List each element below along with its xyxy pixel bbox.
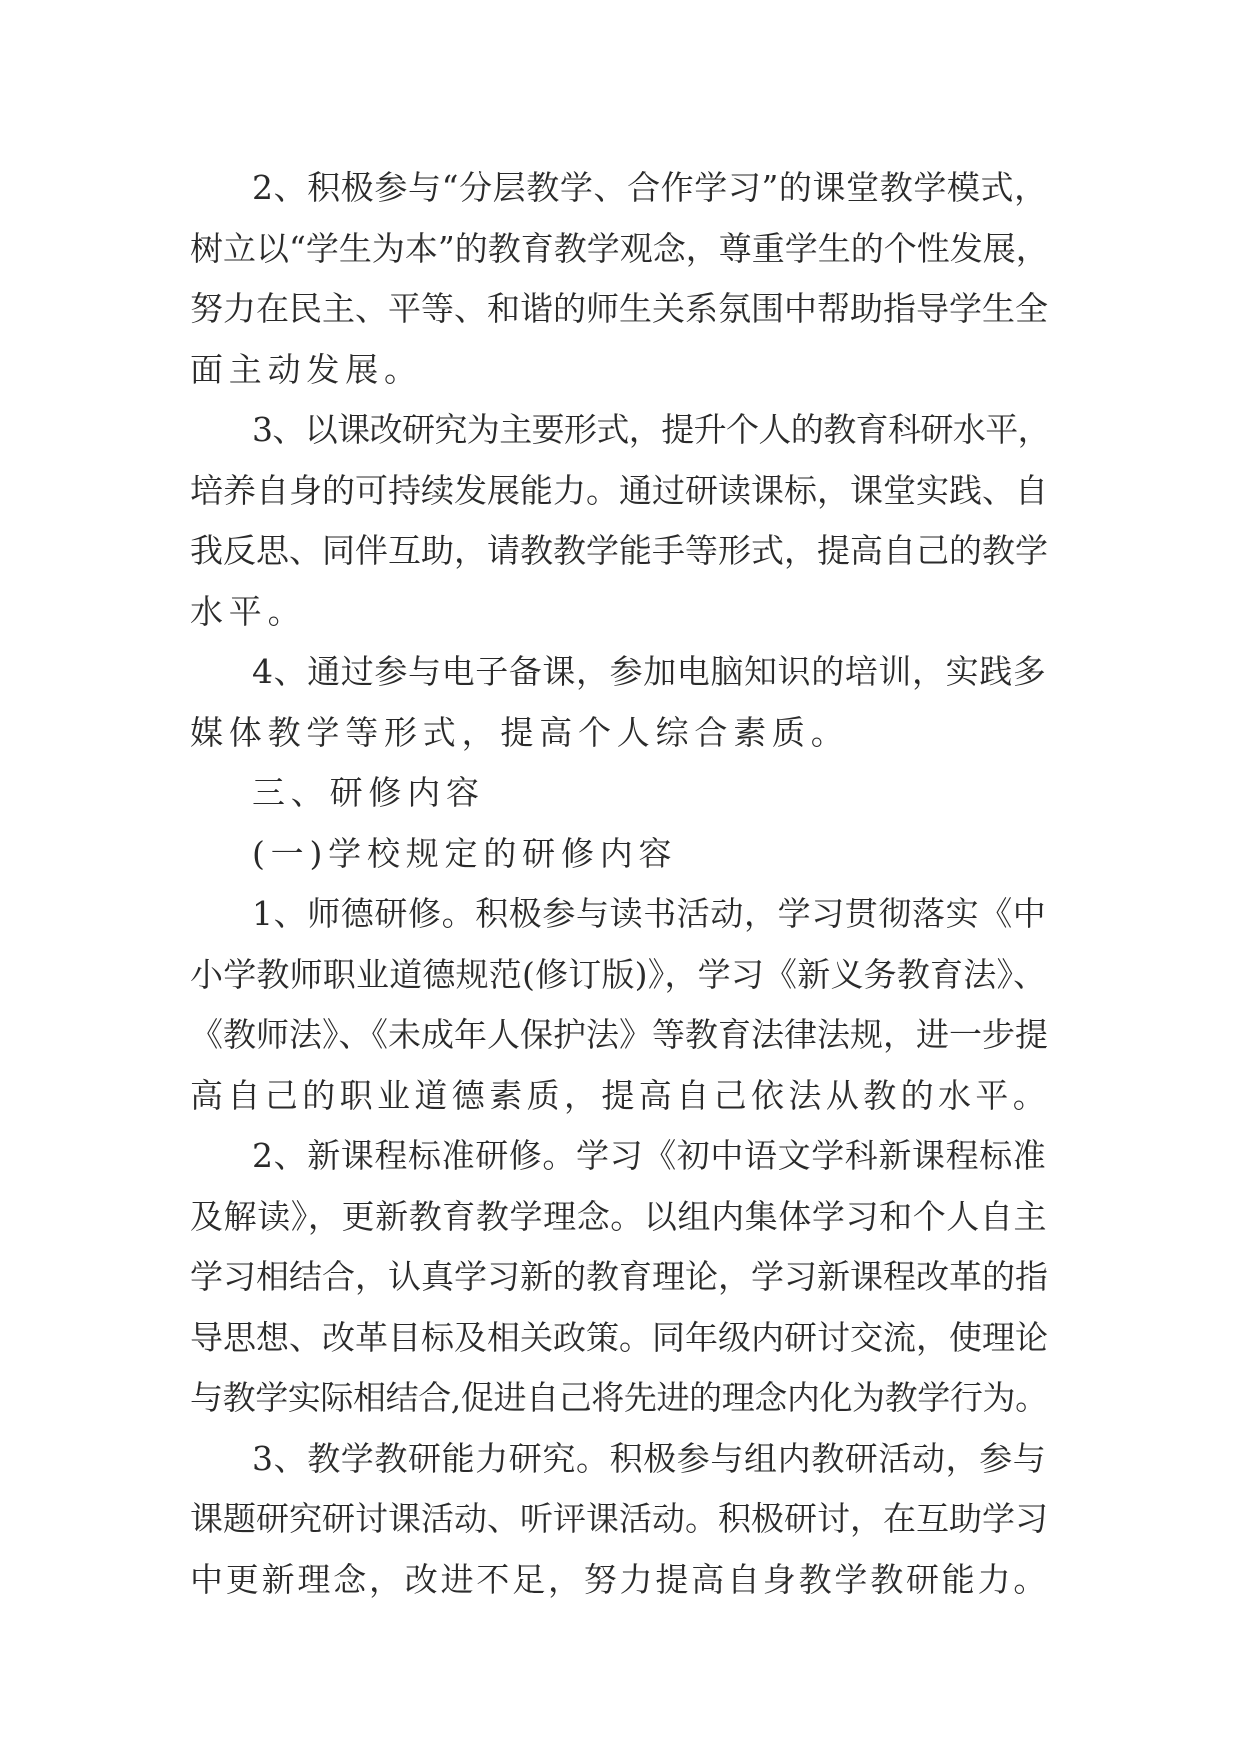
text-line: 我反思、同伴互助，请教教学能手等形式，提高自己的教学 — [190, 531, 1048, 570]
text-line: 课题研究研讨课活动、听评课活动。积极研讨，在互助学习 — [190, 1499, 1048, 1538]
text-line: 三、研修内容 — [252, 773, 485, 812]
text-line: 《教师法》、《未成年人保护法》等教育法律法规，进一步提 — [190, 1015, 1048, 1054]
text-line: 面主动发展。 — [190, 349, 423, 389]
text-line: 4、通过参与电子备课，参加电脑知识的培训，实践多 — [252, 652, 1047, 691]
text-line: 导思想、改革目标及相关政策。同年级内研讨交流，使理论 — [190, 1317, 1048, 1357]
text-line: 3、以课改研究为主要形式，提升个人的教育科研水平， — [252, 410, 1050, 449]
text-line: 水平。 — [190, 591, 307, 631]
text-line: 努力在民主、平等、和谐的师生关系氛围中帮助指导学生全 — [190, 289, 1048, 328]
text-line: 培养自身的可持续发展能力。通过研读课标，课堂实践、自 — [190, 470, 1048, 510]
text-line: 2、积极参与“分层教学、合作学习”的课堂教学模式， — [252, 168, 1048, 207]
document-body — [190, 158, 1050, 1610]
text-line: 与教学实际相结合,促进自己将先进的理念内化为教学行为。 — [190, 1378, 1048, 1417]
text-line: 小学教师职业道德规范(修订版)》，学习《新义务教育法》、 — [190, 954, 1047, 994]
text-line: 学习相结合，认真学习新的教育理论，学习新课程改革的指 — [190, 1257, 1048, 1296]
text-line: 1、师德研修。积极参与读书活动，学习贯彻落实《中 — [252, 894, 1047, 933]
text-line: 及解读》，更新教育教学理念。以组内集体学习和个人自主 — [190, 1196, 1048, 1236]
text-line: (一)学校规定的研修内容 — [252, 833, 678, 873]
text-line: 3、教学教研能力研究。积极参与组内教研活动，参与 — [252, 1438, 1047, 1478]
text-line: 媒体教学等形式，提高个人综合素质。 — [190, 712, 850, 752]
text-line: 树立以“学生为本”的教育教学观念，尊重学生的个性发展， — [190, 228, 1049, 268]
text-line: 中更新理念，改进不足，努力提高自身教学教研能力。 — [190, 1559, 1050, 1599]
text-line: 2、新课程标准研修。学习《初中语文学科新课程标准 — [252, 1136, 1047, 1175]
text-line: 高自己的职业道德素质，提高自己依法从教的水平。 — [190, 1075, 1051, 1115]
